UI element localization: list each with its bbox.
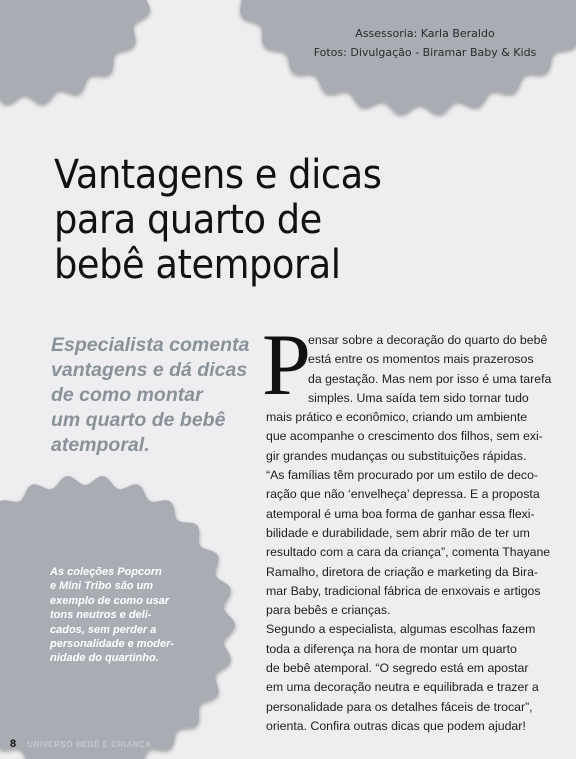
body-line: Ramalho, diretora de criação e marketing da Bira- xyxy=(266,564,539,579)
body-line: de bebê atemporal. “O segredo está em apostar xyxy=(266,661,529,676)
body-line: resultado com a cara da criança”, comenta Thayane xyxy=(266,545,551,560)
body-line: mais prático e econômico, criando um ambiente xyxy=(266,410,528,425)
lead-line: um quarto de bebê xyxy=(51,409,226,431)
body-line: está entre os momentos mais prazerosos xyxy=(308,352,534,367)
caption-line: cados, sem perder a xyxy=(50,623,157,636)
credit-assessoria: Assessoria: Karla Beraldo xyxy=(355,27,495,40)
drop-cap: P xyxy=(262,317,311,414)
lead-line: atemporal. xyxy=(51,434,150,456)
top-left-scalloped-shape xyxy=(0,0,155,104)
body-line: para bebês e crianças. xyxy=(266,603,391,618)
body-line: toda a diferença na hora de montar um quarto xyxy=(266,641,517,656)
body-line: personalidade para os detalhes fáceis de trocar”, xyxy=(266,699,533,714)
body-line: ração que não ‘envelheça’ depressa. E a proposta xyxy=(266,487,540,502)
caption-line: e Mini Tribo são um xyxy=(50,580,154,593)
body-line: gir grandes mudanças ou substituições rápidas. xyxy=(266,448,527,463)
title-line: bebê atemporal xyxy=(54,242,341,288)
photo-credits xyxy=(300,24,550,62)
title-line: para quarto de xyxy=(54,197,322,243)
page-footer xyxy=(10,738,152,752)
caption-line: exemplo de como usar xyxy=(50,594,170,607)
caption-line: personalidade e moder- xyxy=(50,638,175,651)
body-line: simples. Uma saída tem sido tornar tudo xyxy=(308,390,529,405)
lead-line: de como montar xyxy=(51,384,203,406)
photo-caption xyxy=(50,565,180,666)
title-line: Vantagens e dicas xyxy=(54,152,382,198)
lead-line: vantagens e dá dicas xyxy=(51,359,248,381)
body-line: em uma decoração neutra e equilibrada e trazer a xyxy=(266,680,539,695)
body-text xyxy=(266,331,552,736)
credit-fotos: Fotos: Divulgação - Biramar Baby & Kids xyxy=(313,46,537,59)
page-number: 8 xyxy=(10,738,17,750)
caption-line: nidade do quartinho. xyxy=(50,652,159,665)
body-line: atemporal é uma boa forma de ganhar essa flexi- xyxy=(266,506,535,521)
article-title xyxy=(54,153,385,288)
lead-paragraph xyxy=(51,333,251,458)
caption-line: As coleções Popcorn xyxy=(50,566,162,578)
body-line: orienta. Confira outras dicas que podem ajudar! xyxy=(266,718,526,733)
lead-line: Especialista comenta xyxy=(51,334,250,356)
magazine-name: UNIVERSO BEBÊ E CRIANÇA xyxy=(27,740,152,749)
body-line: que acompanhe o crescimento dos filhos, sem exi- xyxy=(266,429,543,444)
caption-line: tons neutros e deli- xyxy=(50,609,152,622)
body-line: “As famílias têm procurado por um estilo de deco- xyxy=(266,468,539,483)
body-line: bilidade e durabilidade, sem abrir mão de ter um xyxy=(266,525,530,540)
body-line: da gestação. Mas nem por isso é uma tarefa xyxy=(308,371,552,386)
body-line: ensar sobre a decoração do quarto do bebê xyxy=(308,333,548,347)
body-line: Segundo a especialista, algumas escolhas fazem xyxy=(266,622,536,637)
body-line: mar Baby, tradicional fábrica de enxovais e artigos xyxy=(266,583,541,598)
